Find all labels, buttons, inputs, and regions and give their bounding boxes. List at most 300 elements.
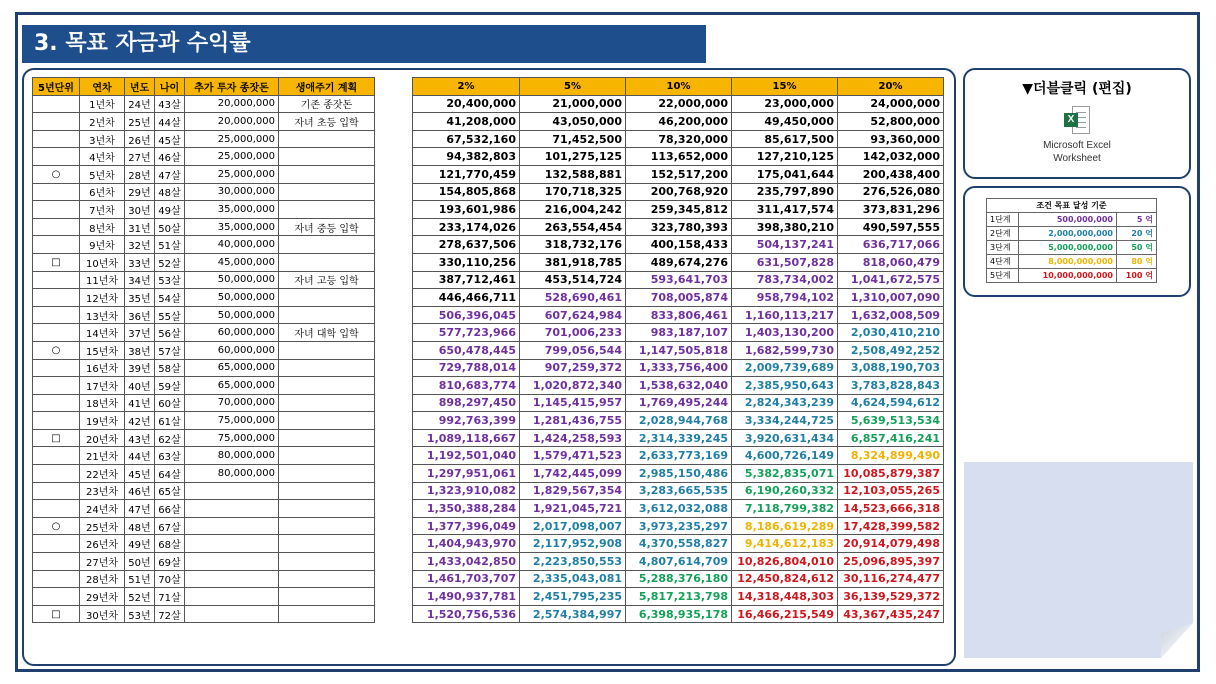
lifecycle-cell[interactable] [33, 535, 80, 553]
returns-cell[interactable]: 2,117,952,908 [520, 535, 626, 553]
lifecycle-cell[interactable]: 53살 [155, 271, 185, 289]
lifecycle-cell[interactable] [279, 341, 375, 359]
returns-cell[interactable]: 6,190,260,332 [732, 482, 838, 500]
lifecycle-cell[interactable]: 18년차 [80, 394, 125, 412]
lifecycle-cell[interactable]: 8년차 [80, 218, 125, 236]
lifecycle-cell[interactable]: 54살 [155, 289, 185, 307]
lifecycle-cell[interactable]: 45,000,000 [185, 253, 279, 271]
returns-cell[interactable]: 4,624,594,612 [838, 394, 944, 412]
lifecycle-cell[interactable]: 80,000,000 [185, 447, 279, 465]
lifecycle-cell[interactable]: 17년차 [80, 377, 125, 395]
lifecycle-cell[interactable]: 11년차 [80, 271, 125, 289]
returns-cell[interactable]: 1,579,471,523 [520, 447, 626, 465]
lifecycle-cell[interactable]: 35,000,000 [185, 218, 279, 236]
lifecycle-cell[interactable] [33, 218, 80, 236]
lifecycle-cell[interactable]: 30년 [125, 201, 155, 219]
returns-cell[interactable]: 898,297,450 [413, 394, 520, 412]
returns-cell[interactable]: 489,674,276 [626, 253, 732, 271]
returns-cell[interactable]: 907,259,372 [520, 359, 626, 377]
lifecycle-cell[interactable]: 51년 [125, 570, 155, 588]
returns-cell[interactable]: 4,370,558,827 [626, 535, 732, 553]
returns-cell[interactable]: 2,009,739,689 [732, 359, 838, 377]
returns-cell[interactable]: 1,350,388,284 [413, 500, 520, 518]
lifecycle-cell[interactable] [33, 377, 80, 395]
returns-cell[interactable]: 381,918,785 [520, 253, 626, 271]
lifecycle-cell[interactable] [185, 517, 279, 535]
lifecycle-cell[interactable]: 47년 [125, 500, 155, 518]
returns-cell[interactable]: 1,490,937,781 [413, 588, 520, 606]
lifecycle-cell[interactable]: 자녀 대학 입학 [279, 324, 375, 342]
lifecycle-cell[interactable]: 32년 [125, 236, 155, 254]
lifecycle-cell[interactable]: 14년차 [80, 324, 125, 342]
lifecycle-cell[interactable]: 5년차 [80, 165, 125, 183]
returns-cell[interactable]: 278,637,506 [413, 236, 520, 254]
lifecycle-cell[interactable] [279, 500, 375, 518]
returns-cell[interactable]: 30,116,274,477 [838, 570, 944, 588]
lifecycle-cell[interactable]: 60,000,000 [185, 341, 279, 359]
returns-cell[interactable]: 833,806,461 [626, 306, 732, 324]
returns-cell[interactable]: 1,520,756,536 [413, 605, 520, 623]
returns-cell[interactable]: 708,005,874 [626, 289, 732, 307]
lifecycle-cell[interactable]: 30년차 [80, 605, 125, 623]
lifecycle-cell[interactable]: 44년 [125, 447, 155, 465]
returns-cell[interactable]: 490,597,555 [838, 218, 944, 236]
lifecycle-cell[interactable] [33, 324, 80, 342]
lifecycle-cell[interactable] [279, 447, 375, 465]
lifecycle-cell[interactable] [33, 130, 80, 148]
returns-cell[interactable]: 1,323,910,082 [413, 482, 520, 500]
lifecycle-cell[interactable]: 70,000,000 [185, 394, 279, 412]
lifecycle-cell[interactable]: 28년차 [80, 570, 125, 588]
lifecycle-cell[interactable]: 50년 [125, 553, 155, 571]
lifecycle-cell[interactable]: 49살 [155, 201, 185, 219]
lifecycle-cell[interactable] [279, 429, 375, 447]
returns-cell[interactable]: 1,461,703,707 [413, 570, 520, 588]
returns-cell[interactable]: 1,404,943,970 [413, 535, 520, 553]
lifecycle-cell[interactable]: 75,000,000 [185, 429, 279, 447]
returns-cell[interactable]: 2,824,343,239 [732, 394, 838, 412]
lifecycle-cell[interactable]: 60,000,000 [185, 324, 279, 342]
lifecycle-cell[interactable]: 9년차 [80, 236, 125, 254]
lifecycle-cell[interactable] [33, 95, 80, 113]
lifecycle-cell[interactable] [185, 553, 279, 571]
returns-cell[interactable]: 3,088,190,703 [838, 359, 944, 377]
lifecycle-cell[interactable]: 62살 [155, 429, 185, 447]
returns-cell[interactable]: 276,526,080 [838, 183, 944, 201]
returns-cell[interactable]: 4,600,726,149 [732, 447, 838, 465]
returns-cell[interactable]: 101,275,125 [520, 148, 626, 166]
returns-cell[interactable]: 593,641,703 [626, 271, 732, 289]
returns-cell[interactable]: 24,000,000 [838, 95, 944, 113]
returns-cell[interactable]: 12,103,055,265 [838, 482, 944, 500]
lifecycle-cell[interactable]: ○ [33, 517, 80, 535]
returns-cell[interactable]: 17,428,399,582 [838, 517, 944, 535]
lifecycle-cell[interactable]: 자녀 중등 입학 [279, 218, 375, 236]
lifecycle-cell[interactable]: 자녀 고등 입학 [279, 271, 375, 289]
lifecycle-cell[interactable]: 20년차 [80, 429, 125, 447]
lifecycle-cell[interactable]: 43년 [125, 429, 155, 447]
lifecycle-cell[interactable]: 38년 [125, 341, 155, 359]
returns-cell[interactable]: 1,433,042,850 [413, 553, 520, 571]
lifecycle-cell[interactable]: 27년 [125, 148, 155, 166]
returns-cell[interactable]: 235,797,890 [732, 183, 838, 201]
returns-cell[interactable]: 41,208,000 [413, 113, 520, 131]
lifecycle-cell[interactable]: 31년 [125, 218, 155, 236]
returns-cell[interactable]: 200,438,400 [838, 165, 944, 183]
returns-cell[interactable]: 216,004,242 [520, 201, 626, 219]
returns-cell[interactable]: 3,334,244,725 [732, 412, 838, 430]
returns-cell[interactable]: 729,788,014 [413, 359, 520, 377]
lifecycle-cell[interactable] [33, 570, 80, 588]
returns-cell[interactable]: 330,110,256 [413, 253, 520, 271]
lifecycle-cell[interactable]: 25년차 [80, 517, 125, 535]
lifecycle-cell[interactable]: 22년차 [80, 465, 125, 483]
returns-cell[interactable]: 175,041,644 [732, 165, 838, 183]
lifecycle-cell[interactable]: 19년차 [80, 412, 125, 430]
returns-cell[interactable]: 14,318,448,303 [732, 588, 838, 606]
returns-cell[interactable]: 121,770,459 [413, 165, 520, 183]
returns-cell[interactable]: 958,794,102 [732, 289, 838, 307]
returns-cell[interactable]: 5,817,213,798 [626, 588, 732, 606]
lifecycle-cell[interactable]: 7년차 [80, 201, 125, 219]
excel-icon[interactable]: X [1064, 106, 1090, 136]
returns-cell[interactable]: 94,382,803 [413, 148, 520, 166]
lifecycle-cell[interactable]: 15년차 [80, 341, 125, 359]
lifecycle-cell[interactable]: 16년차 [80, 359, 125, 377]
returns-cell[interactable]: 400,158,433 [626, 236, 732, 254]
returns-cell[interactable]: 127,210,125 [732, 148, 838, 166]
lifecycle-cell[interactable]: 80,000,000 [185, 465, 279, 483]
lifecycle-cell[interactable] [279, 148, 375, 166]
lifecycle-cell[interactable]: 50,000,000 [185, 306, 279, 324]
returns-cell[interactable]: 142,032,000 [838, 148, 944, 166]
lifecycle-cell[interactable]: □ [33, 429, 80, 447]
returns-cell[interactable]: 6,857,416,241 [838, 429, 944, 447]
returns-cell[interactable]: 154,805,868 [413, 183, 520, 201]
returns-cell[interactable]: 799,056,544 [520, 341, 626, 359]
lifecycle-cell[interactable]: 48살 [155, 183, 185, 201]
lifecycle-cell[interactable] [33, 553, 80, 571]
returns-cell[interactable]: 504,137,241 [732, 236, 838, 254]
returns-cell[interactable]: 259,345,812 [626, 201, 732, 219]
embedded-object-panel[interactable] [963, 68, 1191, 179]
returns-cell[interactable]: 1,041,672,575 [838, 271, 944, 289]
returns-cell[interactable]: 1,089,118,667 [413, 429, 520, 447]
lifecycle-cell[interactable] [279, 605, 375, 623]
lifecycle-cell[interactable]: 기존 종잣돈 [279, 95, 375, 113]
returns-cell[interactable]: 2,335,043,081 [520, 570, 626, 588]
lifecycle-cell[interactable]: 50,000,000 [185, 271, 279, 289]
returns-cell[interactable]: 2,574,384,997 [520, 605, 626, 623]
lifecycle-cell[interactable] [33, 289, 80, 307]
lifecycle-cell[interactable]: 28년 [125, 165, 155, 183]
lifecycle-cell[interactable]: 72살 [155, 605, 185, 623]
lifecycle-cell[interactable]: 52살 [155, 253, 185, 271]
lifecycle-cell[interactable] [279, 236, 375, 254]
returns-cell[interactable]: 132,588,881 [520, 165, 626, 183]
lifecycle-cell[interactable]: 13년차 [80, 306, 125, 324]
lifecycle-cell[interactable] [279, 359, 375, 377]
lifecycle-cell[interactable]: 26년 [125, 130, 155, 148]
lifecycle-cell[interactable] [279, 165, 375, 183]
lifecycle-cell[interactable] [279, 394, 375, 412]
returns-cell[interactable]: 2,385,950,643 [732, 377, 838, 395]
returns-cell[interactable]: 1,160,113,217 [732, 306, 838, 324]
lifecycle-cell[interactable] [33, 306, 80, 324]
lifecycle-cell[interactable]: 27년차 [80, 553, 125, 571]
lifecycle-cell[interactable] [279, 588, 375, 606]
returns-cell[interactable]: 810,683,774 [413, 377, 520, 395]
returns-cell[interactable]: 263,554,454 [520, 218, 626, 236]
lifecycle-cell[interactable] [185, 482, 279, 500]
lifecycle-cell[interactable]: 69살 [155, 553, 185, 571]
returns-cell[interactable]: 607,624,984 [520, 306, 626, 324]
returns-cell[interactable]: 2,028,944,768 [626, 412, 732, 430]
returns-cell[interactable]: 577,723,966 [413, 324, 520, 342]
returns-cell[interactable]: 636,717,066 [838, 236, 944, 254]
lifecycle-cell[interactable]: 35,000,000 [185, 201, 279, 219]
lifecycle-cell[interactable]: 37년 [125, 324, 155, 342]
returns-cell[interactable]: 373,831,296 [838, 201, 944, 219]
lifecycle-cell[interactable]: 55살 [155, 306, 185, 324]
lifecycle-cell[interactable]: 40년 [125, 377, 155, 395]
returns-cell[interactable]: 46,200,000 [626, 113, 732, 131]
lifecycle-cell[interactable] [185, 570, 279, 588]
lifecycle-cell[interactable]: 26년차 [80, 535, 125, 553]
returns-cell[interactable]: 2,017,098,007 [520, 517, 626, 535]
returns-cell[interactable]: 193,601,986 [413, 201, 520, 219]
lifecycle-cell[interactable]: 20,000,000 [185, 113, 279, 131]
lifecycle-cell[interactable]: 67살 [155, 517, 185, 535]
lifecycle-cell[interactable]: 47살 [155, 165, 185, 183]
returns-cell[interactable]: 22,000,000 [626, 95, 732, 113]
lifecycle-cell[interactable]: 46년 [125, 482, 155, 500]
lifecycle-cell[interactable]: 35년 [125, 289, 155, 307]
returns-cell[interactable]: 398,380,210 [732, 218, 838, 236]
returns-cell[interactable]: 1,020,872,340 [520, 377, 626, 395]
returns-cell[interactable]: 1,424,258,593 [520, 429, 626, 447]
returns-cell[interactable]: 2,223,850,553 [520, 553, 626, 571]
lifecycle-cell[interactable]: 20,000,000 [185, 95, 279, 113]
returns-cell[interactable]: 1,310,007,090 [838, 289, 944, 307]
returns-cell[interactable]: 2,314,339,245 [626, 429, 732, 447]
lifecycle-cell[interactable]: 61살 [155, 412, 185, 430]
returns-cell[interactable]: 14,523,666,318 [838, 500, 944, 518]
lifecycle-cell[interactable]: 25년 [125, 113, 155, 131]
lifecycle-cell[interactable] [33, 236, 80, 254]
lifecycle-cell[interactable]: □ [33, 253, 80, 271]
returns-cell[interactable]: 783,734,002 [732, 271, 838, 289]
returns-cell[interactable]: 631,507,828 [732, 253, 838, 271]
lifecycle-cell[interactable]: 40,000,000 [185, 236, 279, 254]
returns-cell[interactable]: 506,396,045 [413, 306, 520, 324]
lifecycle-cell[interactable]: 65,000,000 [185, 359, 279, 377]
lifecycle-cell[interactable]: 39년 [125, 359, 155, 377]
returns-cell[interactable]: 2,985,150,486 [626, 465, 732, 483]
returns-cell[interactable]: 528,690,461 [520, 289, 626, 307]
lifecycle-cell[interactable] [279, 183, 375, 201]
returns-cell[interactable]: 170,718,325 [520, 183, 626, 201]
returns-cell[interactable]: 701,006,233 [520, 324, 626, 342]
lifecycle-cell[interactable] [279, 412, 375, 430]
lifecycle-cell[interactable]: □ [33, 605, 80, 623]
returns-cell[interactable]: 387,712,461 [413, 271, 520, 289]
returns-cell[interactable]: 49,450,000 [732, 113, 838, 131]
lifecycle-cell[interactable] [279, 130, 375, 148]
lifecycle-cell[interactable] [33, 412, 80, 430]
lifecycle-cell[interactable]: 68살 [155, 535, 185, 553]
returns-cell[interactable]: 453,514,724 [520, 271, 626, 289]
returns-cell[interactable]: 71,452,500 [520, 130, 626, 148]
returns-cell[interactable]: 1,538,632,040 [626, 377, 732, 395]
lifecycle-cell[interactable]: 66살 [155, 500, 185, 518]
returns-cell[interactable]: 1,829,567,354 [520, 482, 626, 500]
lifecycle-cell[interactable]: 65,000,000 [185, 377, 279, 395]
lifecycle-cell[interactable]: ○ [33, 165, 80, 183]
lifecycle-cell[interactable]: 1년차 [80, 95, 125, 113]
lifecycle-cell[interactable]: 52년 [125, 588, 155, 606]
returns-cell[interactable]: 3,783,828,843 [838, 377, 944, 395]
returns-cell[interactable]: 818,060,479 [838, 253, 944, 271]
returns-cell[interactable]: 1,333,756,400 [626, 359, 732, 377]
returns-cell[interactable]: 9,414,612,183 [732, 535, 838, 553]
returns-cell[interactable]: 2,030,410,210 [838, 324, 944, 342]
returns-cell[interactable]: 1,297,951,061 [413, 465, 520, 483]
lifecycle-cell[interactable] [185, 535, 279, 553]
lifecycle-cell[interactable] [33, 113, 80, 131]
returns-cell[interactable]: 318,732,176 [520, 236, 626, 254]
returns-cell[interactable]: 1,147,505,818 [626, 341, 732, 359]
returns-cell[interactable]: 3,920,631,434 [732, 429, 838, 447]
returns-cell[interactable]: 1,192,501,040 [413, 447, 520, 465]
returns-cell[interactable]: 1,403,130,200 [732, 324, 838, 342]
lifecycle-cell[interactable]: 21년차 [80, 447, 125, 465]
returns-cell[interactable]: 446,466,711 [413, 289, 520, 307]
returns-cell[interactable]: 67,532,160 [413, 130, 520, 148]
lifecycle-cell[interactable] [33, 500, 80, 518]
lifecycle-cell[interactable] [279, 253, 375, 271]
lifecycle-cell[interactable] [279, 517, 375, 535]
returns-cell[interactable]: 1,145,415,957 [520, 394, 626, 412]
lifecycle-cell[interactable]: 25,000,000 [185, 165, 279, 183]
lifecycle-cell[interactable]: 50,000,000 [185, 289, 279, 307]
lifecycle-cell[interactable]: 10년차 [80, 253, 125, 271]
lifecycle-cell[interactable] [279, 535, 375, 553]
lifecycle-cell[interactable]: 4년차 [80, 148, 125, 166]
lifecycle-cell[interactable]: 63살 [155, 447, 185, 465]
lifecycle-cell[interactable]: 24년 [125, 95, 155, 113]
lifecycle-cell[interactable] [33, 482, 80, 500]
lifecycle-cell[interactable] [185, 500, 279, 518]
returns-cell[interactable]: 3,283,665,535 [626, 482, 732, 500]
lifecycle-cell[interactable] [33, 148, 80, 166]
lifecycle-cell[interactable] [279, 465, 375, 483]
lifecycle-cell[interactable]: 53년 [125, 605, 155, 623]
returns-cell[interactable]: 43,050,000 [520, 113, 626, 131]
lifecycle-cell[interactable] [33, 359, 80, 377]
returns-cell[interactable]: 5,288,376,180 [626, 570, 732, 588]
returns-cell[interactable]: 233,174,026 [413, 218, 520, 236]
returns-cell[interactable]: 1,281,436,755 [520, 412, 626, 430]
returns-cell[interactable]: 1,742,445,099 [520, 465, 626, 483]
lifecycle-cell[interactable]: 48년 [125, 517, 155, 535]
returns-cell[interactable]: 650,478,445 [413, 341, 520, 359]
returns-cell[interactable]: 200,768,920 [626, 183, 732, 201]
lifecycle-cell[interactable]: 56살 [155, 324, 185, 342]
lifecycle-cell[interactable] [33, 271, 80, 289]
lifecycle-cell[interactable]: 49년 [125, 535, 155, 553]
returns-cell[interactable]: 12,450,824,612 [732, 570, 838, 588]
lifecycle-cell[interactable]: 43살 [155, 95, 185, 113]
returns-cell[interactable]: 78,320,000 [626, 130, 732, 148]
lifecycle-cell[interactable]: 58살 [155, 359, 185, 377]
lifecycle-cell[interactable]: 57살 [155, 341, 185, 359]
returns-cell[interactable]: 1,682,599,730 [732, 341, 838, 359]
returns-cell[interactable]: 2,633,773,169 [626, 447, 732, 465]
returns-cell[interactable]: 4,807,614,709 [626, 553, 732, 571]
returns-cell[interactable]: 3,612,032,088 [626, 500, 732, 518]
lifecycle-cell[interactable]: 41년 [125, 394, 155, 412]
returns-cell[interactable]: 7,118,799,382 [732, 500, 838, 518]
returns-cell[interactable]: 1,769,495,244 [626, 394, 732, 412]
lifecycle-cell[interactable] [279, 201, 375, 219]
returns-cell[interactable]: 23,000,000 [732, 95, 838, 113]
lifecycle-cell[interactable]: 2년차 [80, 113, 125, 131]
lifecycle-cell[interactable]: 36년 [125, 306, 155, 324]
lifecycle-cell[interactable]: 75,000,000 [185, 412, 279, 430]
returns-cell[interactable]: 85,617,500 [732, 130, 838, 148]
lifecycle-cell[interactable] [33, 588, 80, 606]
lifecycle-cell[interactable] [33, 201, 80, 219]
returns-cell[interactable]: 3,973,235,297 [626, 517, 732, 535]
returns-cell[interactable]: 20,914,079,498 [838, 535, 944, 553]
returns-cell[interactable]: 25,096,895,397 [838, 553, 944, 571]
lifecycle-cell[interactable] [33, 394, 80, 412]
lifecycle-cell[interactable] [185, 588, 279, 606]
lifecycle-cell[interactable] [279, 377, 375, 395]
lifecycle-cell[interactable]: 30,000,000 [185, 183, 279, 201]
lifecycle-cell[interactable]: 45년 [125, 465, 155, 483]
returns-cell[interactable]: 1,632,008,509 [838, 306, 944, 324]
lifecycle-cell[interactable]: 29년차 [80, 588, 125, 606]
returns-cell[interactable]: 43,367,435,247 [838, 605, 944, 623]
returns-cell[interactable]: 10,826,804,010 [732, 553, 838, 571]
lifecycle-cell[interactable]: 25,000,000 [185, 130, 279, 148]
returns-cell[interactable]: 323,780,393 [626, 218, 732, 236]
lifecycle-cell[interactable] [33, 183, 80, 201]
lifecycle-cell[interactable]: 25,000,000 [185, 148, 279, 166]
returns-cell[interactable]: 10,085,879,387 [838, 465, 944, 483]
lifecycle-cell[interactable]: 자녀 초등 입학 [279, 113, 375, 131]
lifecycle-cell[interactable] [33, 465, 80, 483]
returns-cell[interactable]: 1,921,045,721 [520, 500, 626, 518]
lifecycle-cell[interactable] [279, 553, 375, 571]
lifecycle-cell[interactable] [279, 482, 375, 500]
returns-cell[interactable]: 2,451,795,235 [520, 588, 626, 606]
returns-cell[interactable]: 16,466,215,549 [732, 605, 838, 623]
lifecycle-cell[interactable]: 12년차 [80, 289, 125, 307]
lifecycle-cell[interactable]: 45살 [155, 130, 185, 148]
lifecycle-cell[interactable] [279, 289, 375, 307]
returns-cell[interactable]: 152,517,200 [626, 165, 732, 183]
returns-cell[interactable]: 8,186,619,289 [732, 517, 838, 535]
lifecycle-cell[interactable]: 71살 [155, 588, 185, 606]
lifecycle-cell[interactable]: 59살 [155, 377, 185, 395]
returns-cell[interactable]: 311,417,574 [732, 201, 838, 219]
lifecycle-cell[interactable]: 44살 [155, 113, 185, 131]
lifecycle-cell[interactable]: 33년 [125, 253, 155, 271]
lifecycle-cell[interactable]: 23년차 [80, 482, 125, 500]
